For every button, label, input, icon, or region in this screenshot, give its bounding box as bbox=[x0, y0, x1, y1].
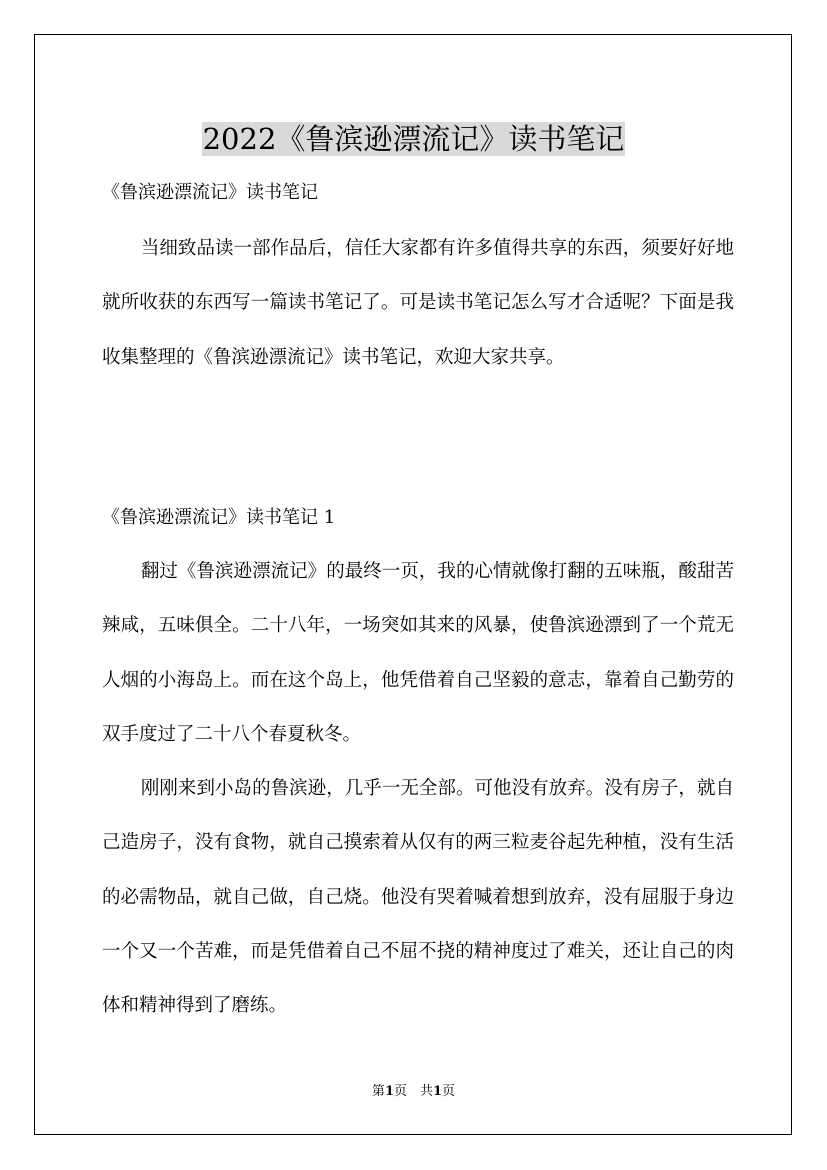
page-footer bbox=[0, 1083, 827, 1101]
footer-page-prefix: 第 bbox=[371, 1084, 385, 1099]
section1-heading: 《鲁滨逊漂流记》读书笔记 1 bbox=[102, 507, 336, 528]
intro-heading: 《鲁滨逊漂流记》读书笔记 bbox=[102, 182, 318, 203]
footer-page-current: 1 bbox=[384, 1084, 394, 1099]
footer-page-total: 1 bbox=[433, 1084, 443, 1099]
document-title bbox=[0, 119, 827, 159]
footer-page-mid: 页 共 bbox=[393, 1084, 433, 1099]
document-title-text: 2022《鲁滨逊漂流记》读书笔记 bbox=[202, 122, 625, 157]
footer-page-suffix: 页 bbox=[442, 1084, 456, 1099]
intro-paragraph: 当细致品读一部作品后，信任大家都有许多值得共享的东西，须要好好地就所收获的东西写一篇读书笔记了。可是读书笔记怎么写才合适呢？下面是我收集整理的《鲁滨逊漂流记》读书笔记，欢迎大家共享。 bbox=[102, 238, 734, 368]
section1-paragraph-1: 翻过《鲁滨逊漂流记》的最终一页，我的心情就像打翻的五味瓶，酸甜苦辣咸，五味俱全。二十八年，一场突如其来的风暴，使鲁滨逊漂到了一个荒无人烟的小海岛上。而在这个岛上，他凭借着自己坚毅的意志，靠着自己勤劳的双手度过了二十八个春夏秋冬。 bbox=[102, 561, 734, 745]
section1-paragraph-2: 刚刚来到小岛的鲁滨逊，几乎一无全部。可他没有放弃。没有房子，就自己造房子，没有食物，就自己摸索着从仅有的两三粒麦谷起先种植，没有生活的必需物品，就自己做，自己烧。他没有哭着喊着想到放弃，没有屈服于身边一个又一个苦难，而是凭借着自己不屈不挠的精神度过了难关，还让自己的肉体和精神得到了磨练。 bbox=[102, 778, 734, 1017]
